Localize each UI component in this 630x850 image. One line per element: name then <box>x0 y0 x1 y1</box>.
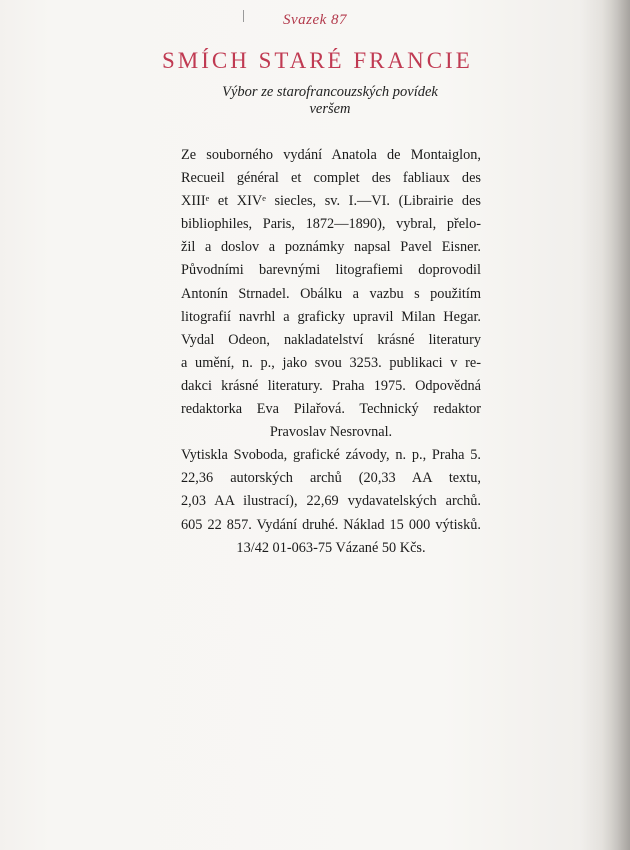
imprint-line: redaktorka Eva Pilařová. Technický redaktor <box>181 401 481 418</box>
imprint-line: litografií navrhl a graficky upravil Milan Hegar. <box>181 308 481 325</box>
imprint-line: Původními barevnými litografiemi doprovodil <box>181 262 481 279</box>
page-edge-shadow <box>602 0 630 850</box>
imprint-line: Pravoslav Nesrovnal. <box>269 424 393 441</box>
imprint-line: Vydal Odeon, nakladatelství krásné literatury <box>181 331 481 348</box>
imprint-line: 2,03 AA ilustrací), 22,69 vydavatelských archů. <box>181 493 481 510</box>
imprint-line: bibliophiles, Paris, 1872—1890), vybral, přelo- <box>181 216 481 233</box>
imprint-line: XIIIᵉ et XIVᵉ siecles, sv. I.—VI. (Librairie des <box>181 193 481 210</box>
subtitle-line-1: Výbor ze starofrancouzských povídek <box>222 84 438 100</box>
imprint-line: 605 22 857. Vydání druhé. Náklad 15 000 výtisků. <box>181 516 481 533</box>
imprint-line: 13/42 01-063-75 Vázané 50 Kčs. <box>236 539 426 556</box>
book-title: SMÍCH STARÉ FRANCIE <box>162 48 473 73</box>
imprint-line: Antonín Strnadel. Obálku a vazbu s použitím <box>181 285 481 302</box>
imprint-line: dakci krásné literatury. Praha 1975. Odpovědná <box>181 377 481 394</box>
imprint-line: žil a doslov a poznámky napsal Pavel Eisner. <box>181 239 481 256</box>
imprint-line: Vytiskla Svoboda, grafické závody, n. p., Praha 5. <box>181 447 481 464</box>
imprint-text <box>181 144 481 560</box>
imprint-line: a umění, n. p., jako svou 3253. publikaci v re- <box>181 354 481 371</box>
book-subtitle <box>200 84 460 118</box>
imprint-line: Recueil général et complet des fabliaux des <box>181 170 481 187</box>
subtitle-line-2: veršem <box>309 101 351 117</box>
imprint-line: 22,36 autorských archů (20,33 AA textu, <box>181 470 481 487</box>
imprint-line: Ze souborného vydání Anatola de Montaiglon, <box>181 147 481 163</box>
volume-label: Svazek 87 <box>282 12 348 28</box>
